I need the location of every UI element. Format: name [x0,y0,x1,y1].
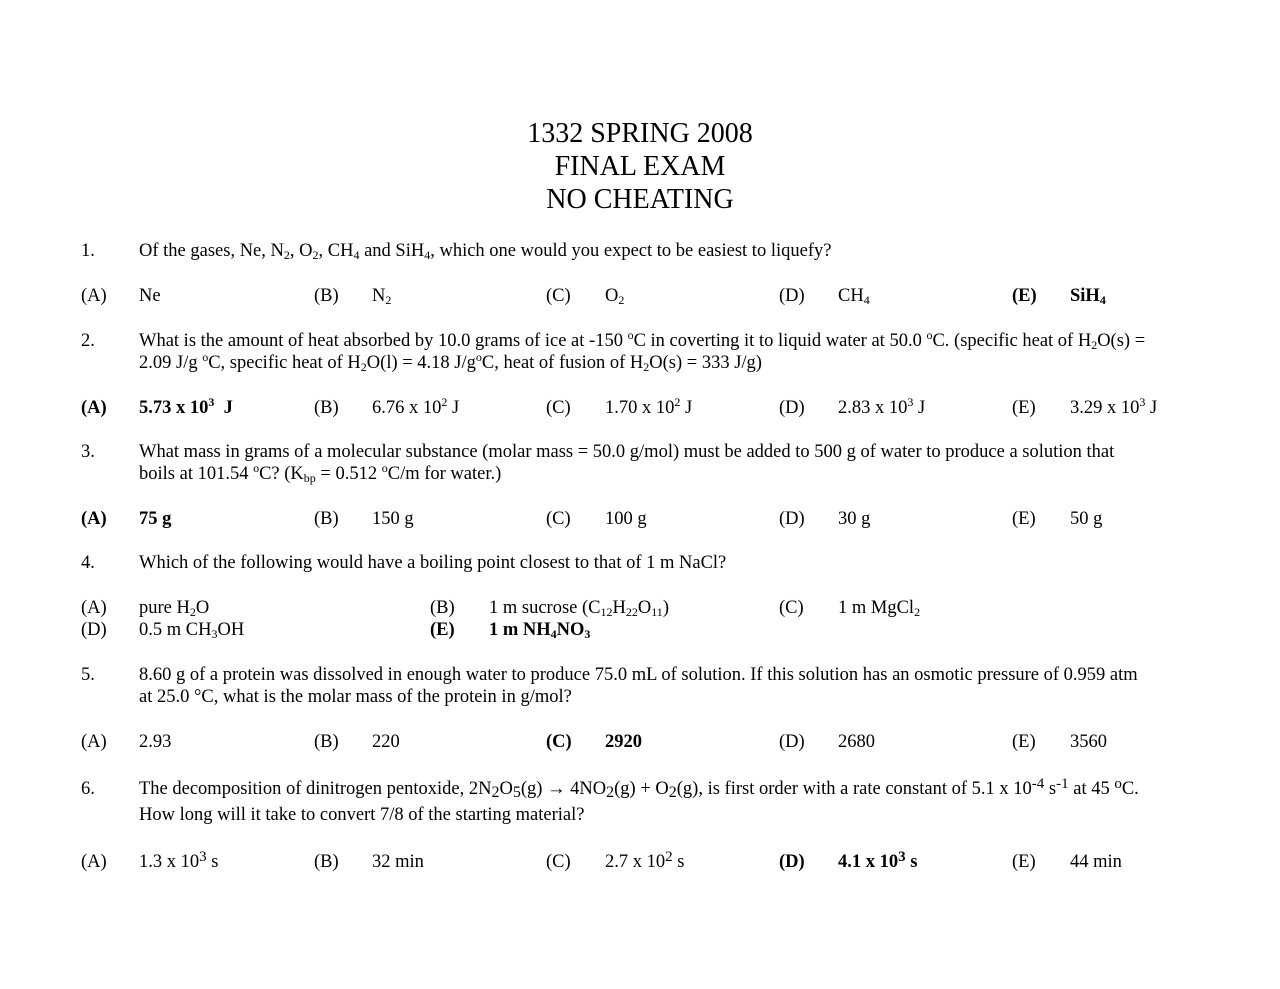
q3-option-e: 50 g [1070,509,1103,529]
q5-option-c-label: (C) [546,732,572,752]
q3-option-c-label: (C) [546,509,571,529]
q3-text-line2: boils at 101.54 $^o$C? (Kbp = 0.512 $^o$C/m for water.) [139,461,502,485]
q2-text-line2: 2.09 J/g $^o$C, specific heat of H2O(l) = 4.18 $J/g^oC$, heat of fusion of H2O(s) = 333 J/g) [139,350,762,374]
q6-option-e: 44 min [1070,852,1122,872]
q5-option-a: 2.93 [139,732,172,752]
q2-option-d: 2.83 x $10^3$ J [838,395,926,418]
q4-option-e-label: (E) [430,620,455,640]
q6-number: 6. [81,779,95,799]
q6-option-d-answer: 4.1 x $10^3$ s [838,849,918,872]
exam-notice: NO CHEATING [546,184,734,215]
q6-option-a-label: (A) [81,852,107,872]
q2-option-a-answer: 5.73 x $10^3$ J [139,395,233,418]
q1-option-e-label: (E) [1012,286,1037,306]
q4-option-c-label: (C) [779,598,804,618]
q3-number: 3. [81,442,95,462]
q2-option-c: 1.70 x $10^2$ J [605,395,693,418]
q1-option-d: CH4 [838,286,870,307]
q6-option-a: 1.3 x $10^3$ s [139,849,219,872]
q5-text-line1: 8.60 g of a protein was dissolved in enough water to produce 75.0 mL of solution. If this solution has an osmotic pressure of 0.959 atm [139,665,1138,685]
q1-text: Of the gases, Ne, N2, O2, CH4 and SiH4, which one would you expect to be easiest to liquefy? [139,241,832,262]
q1-option-b: N2 [372,286,392,307]
q6-option-c: 2.7 x $10^2$ s [605,849,685,872]
q4-option-d: 0.5 m CH3OH [139,620,245,641]
q5-text-line2: at 25.0 °C, what is the molar mass of the protein in g/mol? [139,687,572,707]
q3-text-line1: What mass in grams of a molecular substance (molar mass = 50.0 g/mol) must be added to 500 g of water to produce a solution that [139,442,1115,462]
q3-option-a-label: (A) [81,509,107,529]
q2-text-line1: What is the amount of heat absorbed by 10.0 grams of ice at -150 $^o$C in coverting it to liquid water at 50.0 $^o$C. (specific heat of H2O(s) = [139,328,1146,352]
q3-option-a-answer: 75 g [139,509,172,529]
q4-option-a-label: (A) [81,598,107,618]
q6-option-e-label: (E) [1012,852,1036,872]
q1-number: 1. [81,241,95,261]
q5-option-e: 3560 [1070,732,1107,752]
q1-option-c-label: (C) [546,286,571,306]
q2-option-b-label: (B) [314,398,339,418]
q4-option-a: pure H2O [139,598,210,619]
q5-option-e-label: (E) [1012,732,1036,752]
q2-option-a-label: (A) [81,398,107,418]
q3-option-b: 150 g [372,509,414,529]
q1-option-c: O2 [605,286,625,307]
q2-option-e: 3.29 x $10^3$ J [1070,395,1158,418]
q3-option-d-label: (D) [779,509,805,529]
q2-option-c-label: (C) [546,398,571,418]
q2-option-d-label: (D) [779,398,805,418]
q5-option-b: 220 [372,732,400,752]
q4-option-c: 1 m MgCl2 [838,598,921,619]
q4-option-d-label: (D) [81,620,107,640]
q6-text-line2: How long will it take to convert 7/8 of the starting material? [139,805,585,825]
q5-option-a-label: (A) [81,732,107,752]
q1-option-a: Ne [139,286,161,306]
q3-option-c: 100 g [605,509,647,529]
q6-option-d-label: (D) [779,852,805,872]
q6-option-c-label: (C) [546,852,571,872]
q5-option-b-label: (B) [314,732,339,752]
exam-title: 1332 SPRING 2008 [527,118,753,149]
q5-number: 5. [81,665,95,685]
q2-option-e-label: (E) [1012,398,1036,418]
q4-number: 4. [81,553,95,573]
q4-text: Which of the following would have a boiling point closest to that of 1 m NaCl? [139,553,727,573]
q1-option-b-label: (B) [314,286,339,306]
q2-number: 2. [81,331,95,351]
q5-option-c-answer: 2920 [605,732,642,752]
q5-option-d-label: (D) [779,732,805,752]
exam-subtitle: FINAL EXAM [554,151,726,182]
q5-option-d: 2680 [838,732,875,752]
q3-option-d: 30 g [838,509,871,529]
q1-option-e-answer: SiH4 [1070,286,1106,307]
q6-option-b: 32 min [372,852,424,872]
q4-option-b-label: (B) [430,598,455,618]
q2-option-b: 6.76 x $10^2$ J [372,395,460,418]
q4-option-e-answer: 1 m NH4NO3 [489,620,591,641]
q4-option-b: 1 m sucrose (C12H22O11) [489,598,669,619]
q3-option-e-label: (E) [1012,509,1036,529]
q3-option-b-label: (B) [314,509,339,529]
q1-option-a-label: (A) [81,286,107,306]
q1-option-d-label: (D) [779,286,805,306]
q6-option-b-label: (B) [314,852,339,872]
q6-text-line1: The decomposition of dinitrogen pentoxide, 2N2O5(g) → 4NO2(g) + O2(g), is first order with a rate constant of 5.1 x $10^{-4}$ $s^{-1}$ at 45 $^o$C. [139,776,1139,801]
